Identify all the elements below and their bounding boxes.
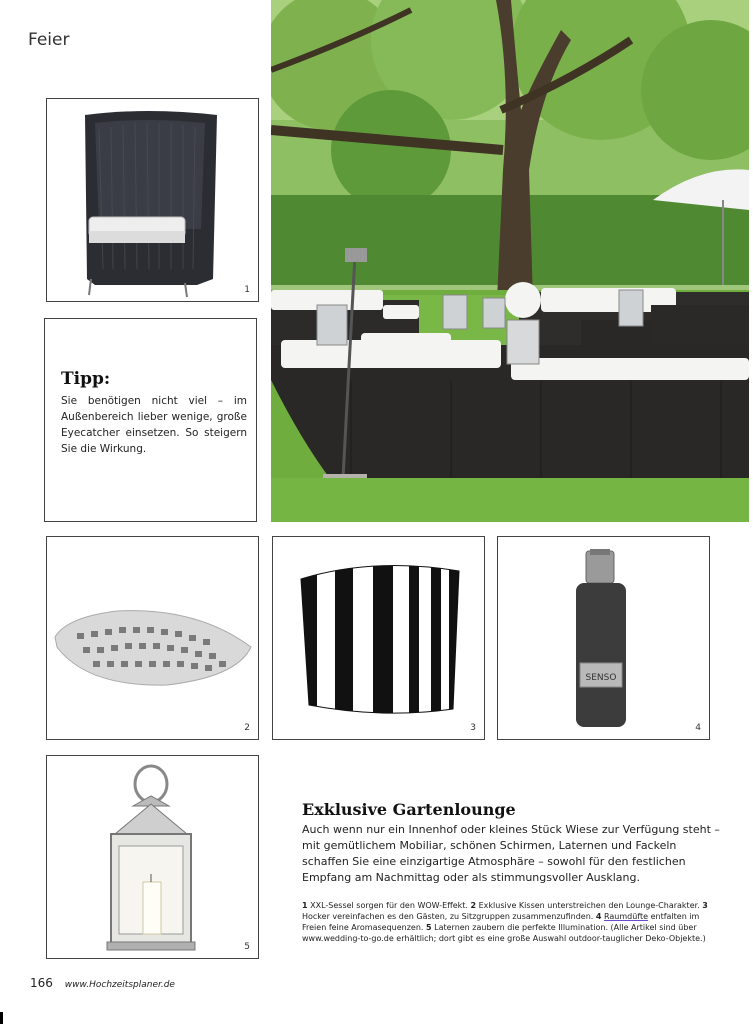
product-number-5: 5 [244, 942, 250, 952]
product-number-1: 1 [244, 285, 250, 295]
tip-title: Tipp: [61, 369, 111, 389]
caption-number-2: 2 [470, 901, 477, 910]
product-box-bottle [497, 536, 710, 740]
tip-text: Sie benötigen nicht viel – im Außenbereich lieber wenige, große Eyecatcher einsetzen. So steigern Sie die Wirkung. [61, 395, 247, 455]
caption-5: Laternen zaubern die perfekte Illumination. (Alle Artikel sind über www.wedding-to-go.de erhältlich; dort gibt es eine große Auswahl outdoor-tauglicher Deko-Objekte.) [302, 923, 706, 943]
garden-scene-illustration [271, 0, 749, 522]
bottle-label-text: SENSO [585, 673, 617, 683]
product-box-stool [272, 536, 485, 740]
raumduefte-link[interactable]: Raumdüfte [604, 912, 649, 921]
article-garden-lounge [302, 800, 722, 944]
caption-4b: entfalten im Freien feine Aromasequenzen. [302, 912, 700, 932]
striped-stool-icon [273, 537, 485, 740]
caption-number-3: 3 [702, 901, 708, 910]
caption-number-1: 1 [302, 901, 308, 910]
section-title: Feier [28, 30, 70, 50]
tip-box [44, 318, 257, 522]
xxl-armchair-icon [47, 99, 259, 302]
caption-1: XXL-Sessel sorgen für den WOW-Effekt. [307, 901, 471, 910]
caption-number-4: 4 [595, 912, 602, 921]
garden-lounge-photo [271, 0, 749, 522]
product-box-armchair [46, 98, 259, 302]
caption-2: Exklusive Kissen unterstreichen den Lounge-Charakter. [476, 901, 703, 910]
product-number-3: 3 [470, 723, 476, 733]
product-box-cushion [46, 536, 259, 740]
caption-number-5: 5 [426, 923, 432, 932]
article-captions [302, 900, 722, 944]
footer-url: www.Hochzeitsplaner.de [64, 980, 175, 990]
product-number-2: 2 [244, 723, 250, 733]
article-headline: Exklusive Gartenlounge [302, 800, 516, 819]
page-footer [30, 976, 175, 990]
lantern-icon [47, 756, 259, 959]
product-number-4: 4 [695, 723, 701, 733]
print-corner-mark [0, 1012, 3, 1024]
page-number: 166 [30, 976, 53, 990]
aroma-bottle-icon [498, 537, 710, 740]
article-lead: Auch wenn nur ein Innenhof oder kleines Stück Wiese zur Verfügung steht – mit gemütlichem Mobiliar, schönen Schirmen, Laternen und Fackeln schaffen Sie eine einzigartige Atmosphäre – sowohl für den festlichen Empfang am Nachmittag oder als stimmungsvoller Ausklang. [302, 823, 720, 884]
caption-3: Hocker vereinfachen es den Gästen, zu Sitzgruppen zusammenzufinden. [302, 912, 596, 921]
cushion-icon [47, 537, 259, 740]
product-box-lantern [46, 755, 259, 959]
